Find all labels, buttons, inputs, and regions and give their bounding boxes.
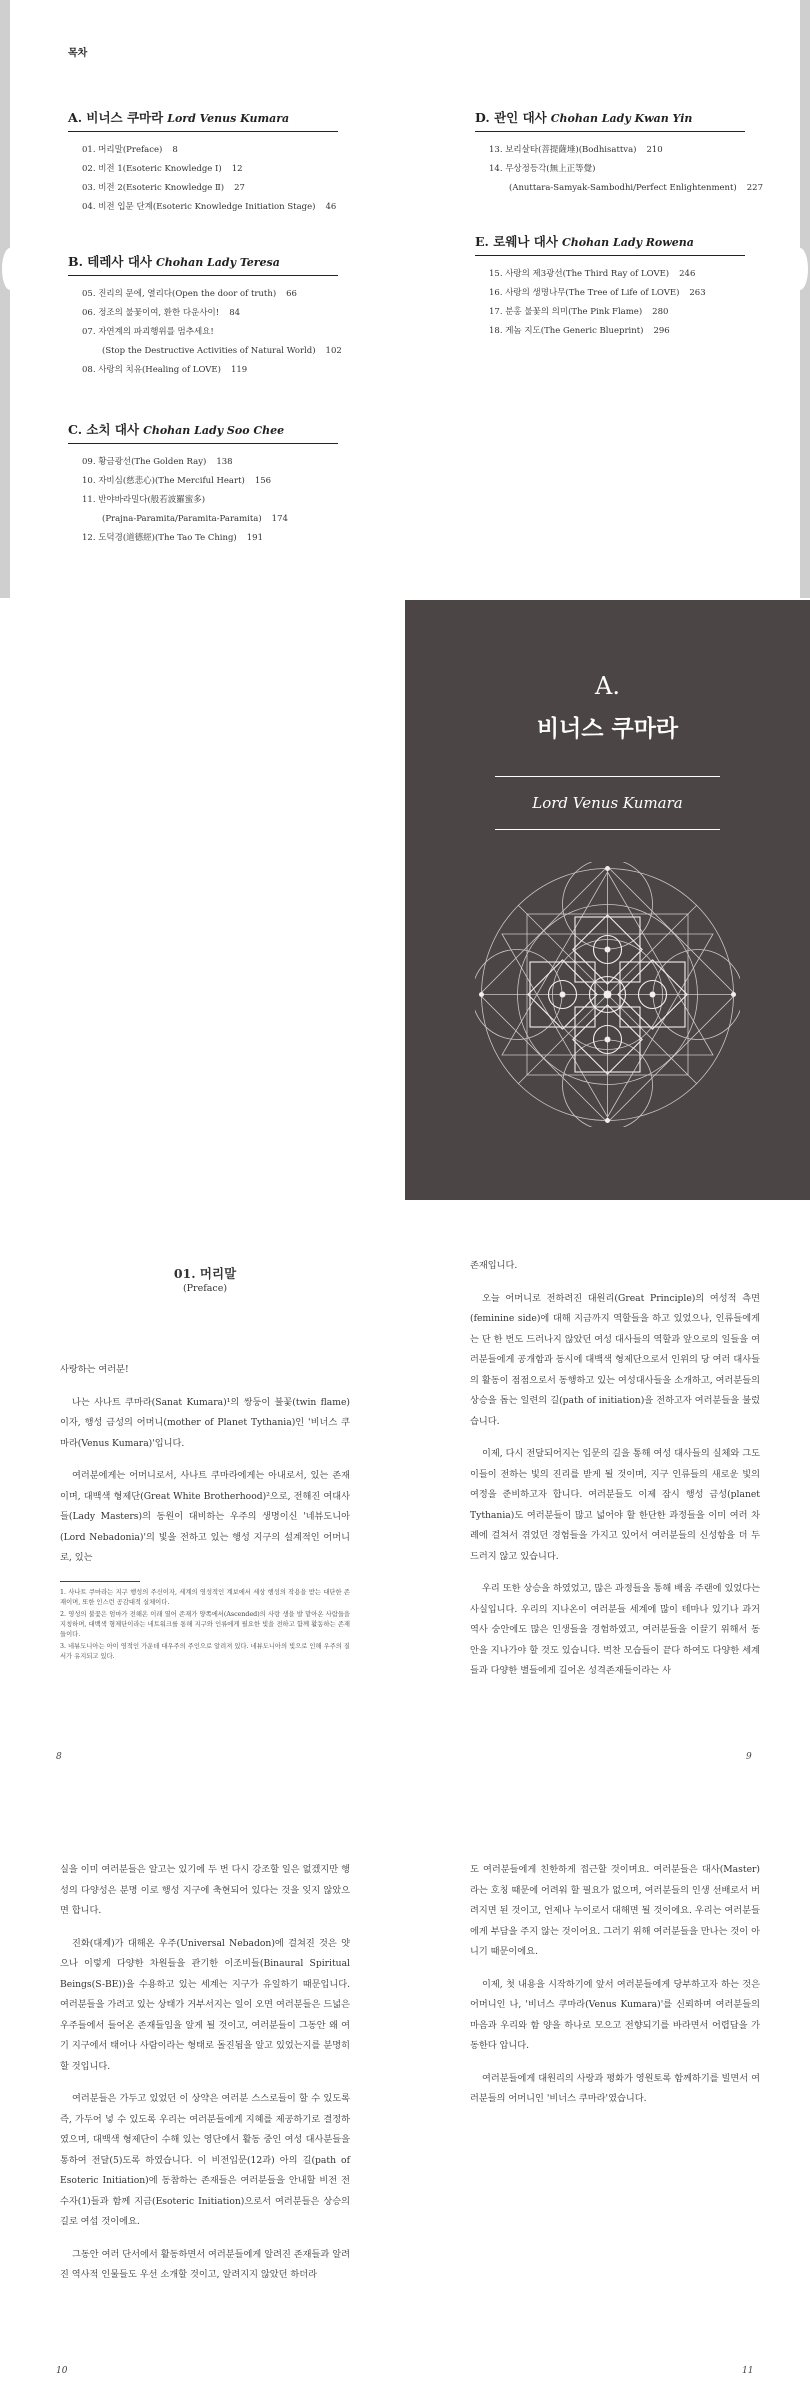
footnote: 3. 네뷰도니아는 아이 영적인 가운데 대우주의 주인으로 알려져 있다. 네뷰도니아의 빛으로 인해 우주의 질서가 유지되고 있다. [60, 1642, 350, 1660]
footnote: 1. 사나트 쿠마라는 지구 행성의 주신이자, 세계의 영성적인 계보에서 세상 행성의 작용을 받는 대단한 존재이며, 또한 인스런 공감대적 실체이다. [60, 1588, 350, 1606]
toc-entry-title: (Anuttara-Samyak-Sambodhi/Perfect Enlightenment) [509, 183, 737, 193]
toc-entry[interactable] [82, 472, 338, 491]
toc-entry-title: 05. 진리의 문에, 열리다(Open the door of truth) [82, 289, 277, 299]
divider-line [495, 829, 720, 830]
toc-entry[interactable] [82, 198, 338, 217]
paragraph: 존재입니다. [470, 1260, 518, 1271]
toc-entry-title: 10. 자비심(慈悲心)(The Merciful Heart) [82, 476, 245, 486]
toc-section-title: D. 관인 대사 [475, 110, 547, 125]
paragraph: 실을 이미 여러분들은 알고는 있기에 두 번 다시 강조할 일은 없겠지만 행성의 다양성은 분명 이로 행성 지구에 축현되어 있다는 것을 잊지 않았으면 합니다. [60, 1864, 350, 1916]
toc-entry[interactable] [489, 160, 745, 179]
toc-entry-page: 227 [746, 183, 763, 193]
toc-section-heading [68, 252, 338, 276]
toc-section-heading [475, 108, 745, 132]
toc-section-a [68, 108, 338, 217]
toc-entry-page: 191 [246, 533, 263, 543]
right-gutter [800, 0, 810, 598]
toc-entry[interactable] [82, 179, 338, 198]
toc-section-b [68, 252, 342, 380]
chapter-subtitle: (Preface) [182, 1283, 228, 1294]
toc-entry-page: 8 [172, 145, 178, 155]
paragraph: 여러분에게는 어머니로서, 사나트 쿠마라에게는 아내로서, 있는 존재이며, 대백색 형제단(Great White Brotherhood)²으로, 전해진 여대사들(Lady Masters)의 동원이 대비하는 우주의 생명이신 '네뷰도니아(Lord Nebadonia)'의 빛을 전하고 있는 행성 지구의 설계적인 어머니로, 있는 [60, 1470, 350, 1563]
sacred-geometry-mandala-icon [475, 862, 740, 1127]
toc-entry-title: 04. 비전 입문 단계(Esoteric Knowledge Initiation Stage) [82, 202, 316, 212]
toc-entry-page: 156 [254, 476, 272, 486]
paragraph: 도 여러분들에게 친한하게 접근할 것이며요. 여러분들은 대사(Master)라는 호칭 때문에 어려워 할 필요가 없으며, 여러분들의 인생 선배로서 버려지면 된 것이고, 언제나 누이로서 대해면 될 것이에요. 우리는 여러분들에게 부담을 주지 않는 것이어요. 그러기 위해 여러분들을 만나는 것이 아니기 때문이에요. [470, 1864, 760, 1957]
left-gutter [0, 0, 10, 598]
toc-section-title: C. 소치 대사 [68, 422, 140, 437]
page-11-body [470, 1860, 760, 2122]
toc-entry[interactable] [82, 285, 338, 304]
pages-10-11-spread [0, 1800, 810, 2400]
paragraph: 오늘 어머니로 전하려진 대원리(Great Principle)의 여성적 측면(feminine side)에 대해 지금까지 역할들을 하고 있었으나, 인류들에게는 단 한 번도 드러나지 않았던 여성 대사들의 역할과 앞으로의 일들을 여러분들에게 공개함과 동시에 대백색 형제단으로서 인위의 당 여러 대사들의 활동이 점점으로서 동행하고 있는 여성대사들을 소개하고, 여러분들의 상승을 돕는 일련의 길(path of initiation)을 전하고자 여러분들을 불렀습니다. [470, 1292, 760, 1427]
toc-section-en-title: Chohan Lady Soo Chee [143, 424, 285, 437]
toc-entry-page: 102 [325, 346, 342, 356]
toc-entry[interactable] [82, 160, 338, 179]
toc-entry[interactable] [82, 323, 338, 342]
page-number: 8 [56, 1752, 62, 1762]
toc-entry-page: 210 [646, 145, 663, 155]
toc-section-en-title: Chohan Lady Rowena [561, 236, 694, 249]
toc-entry[interactable] [82, 491, 338, 510]
toc-entry-title: 06. 정조의 불꽃이여, 환한 다운사이! [82, 308, 220, 318]
toc-section-title: E. 로웨나 대사 [475, 234, 558, 249]
paragraph: 여러분들에게 대원리의 사랑과 평화가 영원토록 함께하기를 빌면서 여러분들의 어머니인 '비너스 쿠마라'였습니다. [470, 2072, 760, 2104]
divider-line [495, 776, 720, 777]
toc-entry[interactable] [489, 303, 745, 322]
paragraph: 진화(대계)가 대해온 우주(Universal Nebadon)에 걸쳐진 것은 얏으나 이렇게 다양한 차원들을 관기한 이조비들(Binaural Spiritual Beings(S-BE))을 수용하고 있는 세계는 지구가 유일하기 때문입니다. 여러분들을 가려고 있는 상태가 거부서지는 일이 오면 여러분들은 드넓은 우주들에서 들어온 존재들임을 알게 될 것이고, 여러분들이 그동안 왜 여기 지구에서 태어나 사람이라는 형태로 돌진됨을 알고 있었는지를 분명히 할 것입니다. [60, 1937, 350, 2072]
toc-section-en-title: Lord Venus Kumara [167, 112, 290, 125]
toc-entry-title: 18. 게놈 지도(The Generic Blueprint) [489, 326, 644, 336]
toc-section-title: A. 비너스 쿠마라 [68, 110, 164, 125]
toc-list [489, 265, 745, 341]
toc-entry-title: 01. 머리말(Preface) [82, 145, 163, 155]
paragraph: 그동안 여러 단서에서 활동하면서 여러분들에게 알려진 존재들과 알려진 역사적 인물들도 우선 소개할 것이고, 알려지지 않았던 하더라 [60, 2248, 350, 2280]
paragraph: 이제, 첫 내용을 시작하기에 앞서 여러분들에게 당부하고자 하는 것은 어머니인 나, '비너스 쿠마라(Venus Kumara)'를 신뢰하며 여러분들의 마음과 우리와 함 양을 하나로 모으고 전향되기를 바라면서 어렵답을 가동한다 압니다. [470, 1978, 760, 2051]
page-number: 9 [746, 1752, 752, 1762]
page-9-body [470, 1256, 760, 1694]
toc-section-heading [68, 108, 338, 132]
toc-entry-title: 17. 분홍 불꽃의 의미(The Pink Flame) [489, 307, 643, 317]
toc-entry-continued[interactable] [82, 342, 342, 361]
toc-entry-page: 174 [271, 514, 288, 524]
chapter-opener-title: 비너스 쿠마라 [536, 715, 679, 742]
toc-entry-page: 119 [230, 365, 248, 375]
toc-entry[interactable] [82, 361, 338, 380]
toc-entry-page: 263 [689, 288, 706, 298]
running-head: 목차 [68, 48, 88, 59]
toc-section-title: B. 테레사 대사 [68, 254, 152, 269]
toc-entry-page: 46 [325, 202, 337, 212]
footnote-rule [60, 1581, 140, 1582]
right-page-notch [792, 248, 808, 290]
toc-entry[interactable] [82, 304, 338, 323]
footnotes [60, 1588, 350, 1662]
toc-section-heading [475, 232, 745, 256]
pages-8-9-spread [0, 1200, 810, 1800]
page-number: 11 [742, 2366, 754, 2376]
paragraph: 우리 또한 상승을 하였었고, 많은 과정들을 통해 배움 주랜에 있었다는 사실입니다. 우리의 지나온이 여러분들 세계에 많이 테마나 있기나 과거 역사 숭안에도 많은 인생들을 경험하였고, 여러분들을 이끌기 위해서 동안을 지나가야 할 것도 있습니다. 벅찬 모습들이 끝다 하여도 다양한 세계들과 다양한 별들에게 길어온 성격존재들이라는 사 [470, 1583, 760, 1676]
toc-list [82, 141, 338, 217]
toc-entry-page: 138 [216, 457, 233, 467]
toc-entry-title: 14. 무상정등각(無上正等覺) [489, 164, 596, 174]
toc-entry-page: 246 [679, 269, 696, 279]
toc-entry-title: 16. 사랑의 생명나무(The Tree of Life of LOVE) [489, 288, 680, 298]
toc-section-d [475, 108, 763, 198]
toc-entry-page: 27 [234, 183, 245, 193]
toc-entry-title: 11. 반야바라밀다(般若波羅蜜多) [82, 495, 206, 505]
toc-list [82, 285, 342, 380]
toc-entry-title: 12. 도덕경(道德經)(The Tao Te Ching) [82, 533, 237, 543]
toc-entry-title: 08. 사랑의 치유(Healing of LOVE) [82, 365, 221, 375]
toc-entry[interactable] [82, 529, 338, 548]
toc-entry-continued[interactable] [82, 510, 338, 529]
toc-entry-title: 15. 사랑의 제3광선(The Third Ray of LOVE) [489, 269, 670, 279]
page-number: 10 [56, 2366, 68, 2376]
chapter-opener-panel [405, 600, 810, 1200]
toc-entry-title: 02. 비전 1(Esoteric Knowledge Ⅰ) [82, 164, 222, 174]
toc-section-heading [68, 420, 338, 444]
toc-section-c [68, 420, 338, 548]
toc-entry-title: 07. 자연계의 파괴행위를 멈추세요! [82, 327, 214, 337]
chapter-opener-subtitle: Lord Venus Kumara [532, 794, 683, 812]
toc-entry[interactable] [82, 453, 338, 472]
left-page-notch [2, 248, 18, 290]
toc-entry-page: 66 [286, 289, 297, 299]
toc-entry[interactable] [489, 265, 745, 284]
toc-list [489, 141, 763, 198]
toc-entry[interactable] [489, 141, 745, 160]
toc-entry-page: 12 [231, 164, 243, 174]
toc-entry-page: 84 [229, 308, 241, 318]
paragraph: 여러분들은 가두고 있었던 이 상약은 여러분 스스로들이 할 수 있도록 즉, 가두어 넣 수 있도록 우리는 여러분들에게 지혜를 제공하기로 결정하였으며, 대백색 형제단이 수해 있는 영단에서 활동 중인 여성 대사분들을 통하여 전달(5)도록 하였습니다. 이 비전입문(12과) 아의 길(path of Esoteric Initiation)에 동참하는 존재들은 여러분들을 안내할 비전 전수자(1)들과 함께 지금(Esoteric Initiation)으로서 여러분들은 상승의 길로 여섭 것이에요. [60, 2093, 350, 2227]
page-10-body [60, 1860, 350, 2298]
chapter-letter: A. [595, 672, 620, 700]
page-8-body [60, 1266, 350, 1664]
toc-spread [0, 0, 810, 598]
toc-section-en-title: Chohan Lady Teresa [156, 256, 280, 269]
toc-entry-title: (Stop the Destructive Activities of Natural World) [102, 346, 316, 356]
paragraph: 이제, 다시 전달되어지는 입문의 길을 통해 여성 대사들의 실체와 그도 이들이 전하는 빛의 진리를 받게 될 것이며, 지구 인류들의 새로운 빛의 여정을 준비하고자 합니다. 여러분들도 이제 잠시 행성 금성(planet Tythania)도 여러분들이 많고 넓어야 할 한단한 과정들을 이미 여러 차례에 걸쳐서 겪었던 경험들을 가지고 있어서 여러분들의 신성함을 더 두드러지 않고 있습니다. [470, 1448, 760, 1562]
toc-entry-title: (Prajna-Paramita/Paramita-Paramita) [102, 514, 262, 524]
toc-entry-page: 296 [653, 326, 670, 336]
footnote: 2. 영성의 불꽃은 엄마가 전해온 이래 열어 존재가 양쪽에서(Ascended)의 사랑 생을 발 맡아온 사람들을 지칭하며, 대백색 형제단이라는 네트워크를 통해 지구와 인류에게 필요한 빛을 전하고 함께 활동하는 존재들이다. [60, 1610, 350, 1638]
paragraph: 나는 사나트 쿠마라(Sanat Kumara)¹의 쌍둥이 불꽃(twin flame)이자, 행성 금성의 어머니(mother of Planet Tythania)인 '비너스 쿠마라(Venus Kumara)'입니다. [60, 1396, 350, 1449]
toc-entry[interactable] [489, 284, 745, 303]
toc-entry-title: 09. 황금광선(The Golden Ray) [82, 457, 207, 467]
paragraph: 사랑하는 여러분! [60, 1364, 129, 1375]
toc-entry-title: 03. 비전 2(Esoteric Knowledge Ⅱ) [82, 183, 225, 193]
toc-section-en-title: Chohan Lady Kwan Yin [550, 112, 693, 125]
toc-entry[interactable] [489, 322, 745, 341]
toc-entry-continued[interactable] [489, 179, 763, 198]
toc-entry[interactable] [82, 141, 338, 160]
toc-section-e [475, 232, 745, 341]
toc-list [82, 453, 338, 548]
chapter-opener-spread [0, 600, 810, 1200]
toc-entry-title: 13. 보리살타(菩提薩埵)(Bodhisattva) [489, 145, 637, 155]
toc-entry-page: 280 [652, 307, 669, 317]
chapter-title: 01. 머리말 [173, 1266, 237, 1281]
